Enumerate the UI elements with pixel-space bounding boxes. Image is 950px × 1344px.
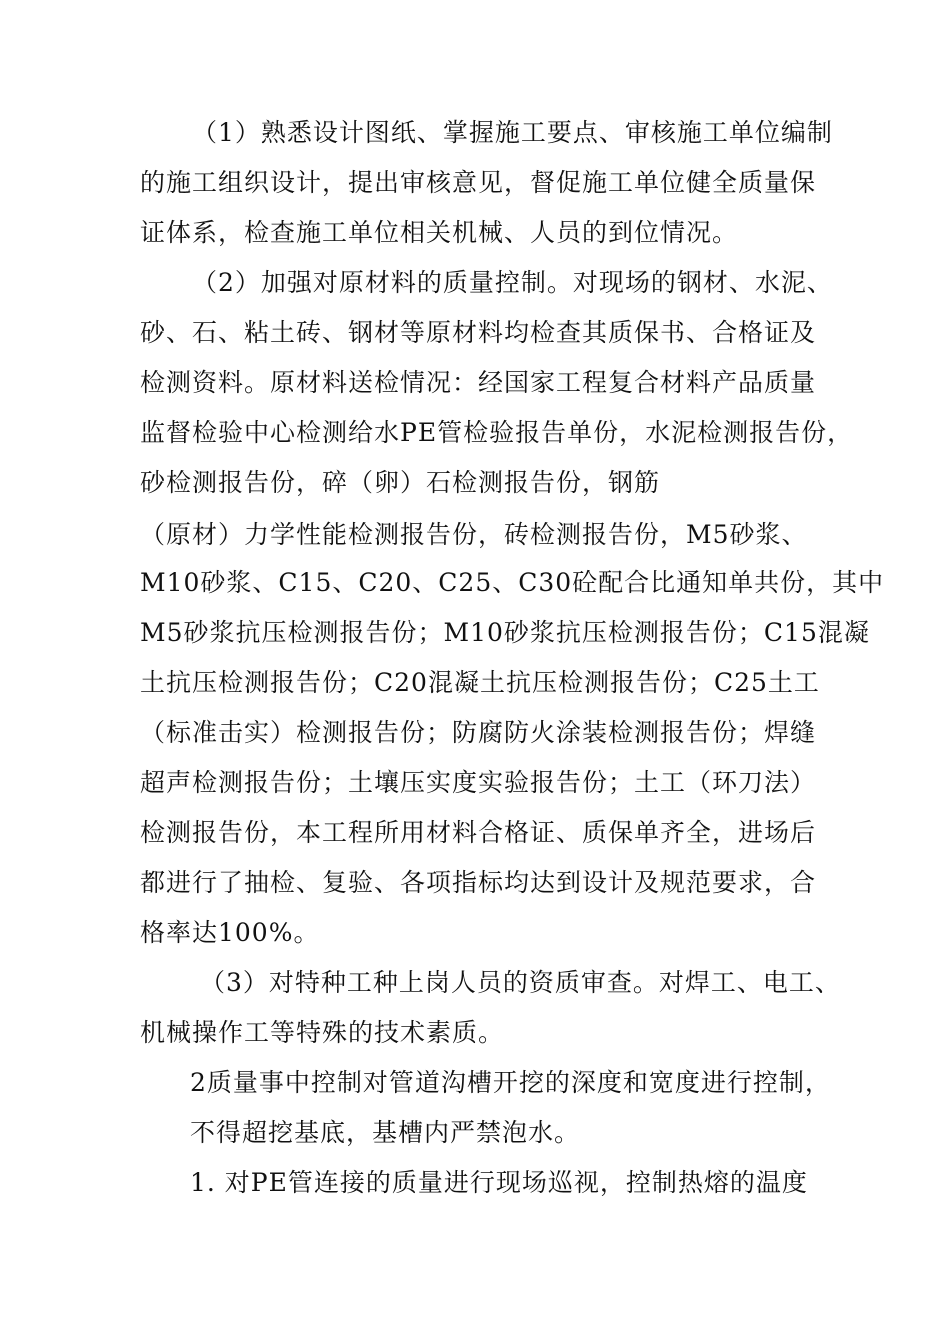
- text-line: M10砂浆、C15、C20、C25、C30砼配合比通知单共份，其中: [140, 568, 885, 597]
- text-line: 检测报告份，本工程所用材料合格证、质保单齐全，进场后: [140, 818, 817, 847]
- text-line: 的施工组织设计，提出审核意见，督促施工单位健全质量保: [140, 168, 817, 197]
- text-line: （3）对特种工种上岗人员的资质审查。对焊工、电工、: [200, 968, 841, 997]
- text-line: （标准击实）检测报告份；防腐防火涂装检测报告份；焊缝: [140, 718, 817, 747]
- text-line: 检测资料。原材料送检情况：经国家工程复合材料产品质量: [140, 368, 817, 397]
- text-line: 监督检验中心检测给水PE管检验报告单份，水泥检测报告份，: [140, 418, 854, 447]
- text-line: 砂、石、粘土砖、钢材等原材料均检查其质保书、合格证及: [140, 318, 817, 347]
- text-line: 土抗压检测报告份；C20混凝土抗压检测报告份；C25土工: [140, 668, 820, 697]
- text-line: 不得超挖基底，基槽内严禁泡水。: [190, 1118, 581, 1147]
- text-line: 2质量事中控制对管道沟槽开挖的深度和宽度进行控制，: [190, 1068, 831, 1097]
- text-line: 证体系，检查施工单位相关机械、人员的到位情况。: [140, 218, 739, 247]
- text-line: 都进行了抽检、复验、各项指标均达到设计及规范要求，合: [140, 868, 817, 897]
- text-line: 机械操作工等特殊的技术素质。: [140, 1018, 505, 1047]
- text-line: （1）熟悉设计图纸、掌握施工要点、审核施工单位编制: [192, 118, 833, 147]
- text-line: 格率达100%。: [140, 918, 320, 947]
- text-line: （原材）力学性能检测报告份，砖检测报告份，M5砂浆、: [140, 520, 808, 549]
- text-line: （2）加强对原材料的质量控制。对现场的钢材、水泥、: [192, 268, 833, 297]
- text-line: 超声检测报告份；土壤压实度实验报告份；土工（环刀法）: [140, 768, 817, 797]
- text-line: 砂检测报告份，碎（卵）石检测报告份，钢筋: [140, 468, 661, 497]
- text-line: 1. 对PE管连接的质量进行现场巡视，控制热熔的温度: [190, 1168, 808, 1197]
- text-line: M5砂浆抗压检测报告份；M10砂浆抗压检测报告份；C15混凝: [140, 618, 870, 647]
